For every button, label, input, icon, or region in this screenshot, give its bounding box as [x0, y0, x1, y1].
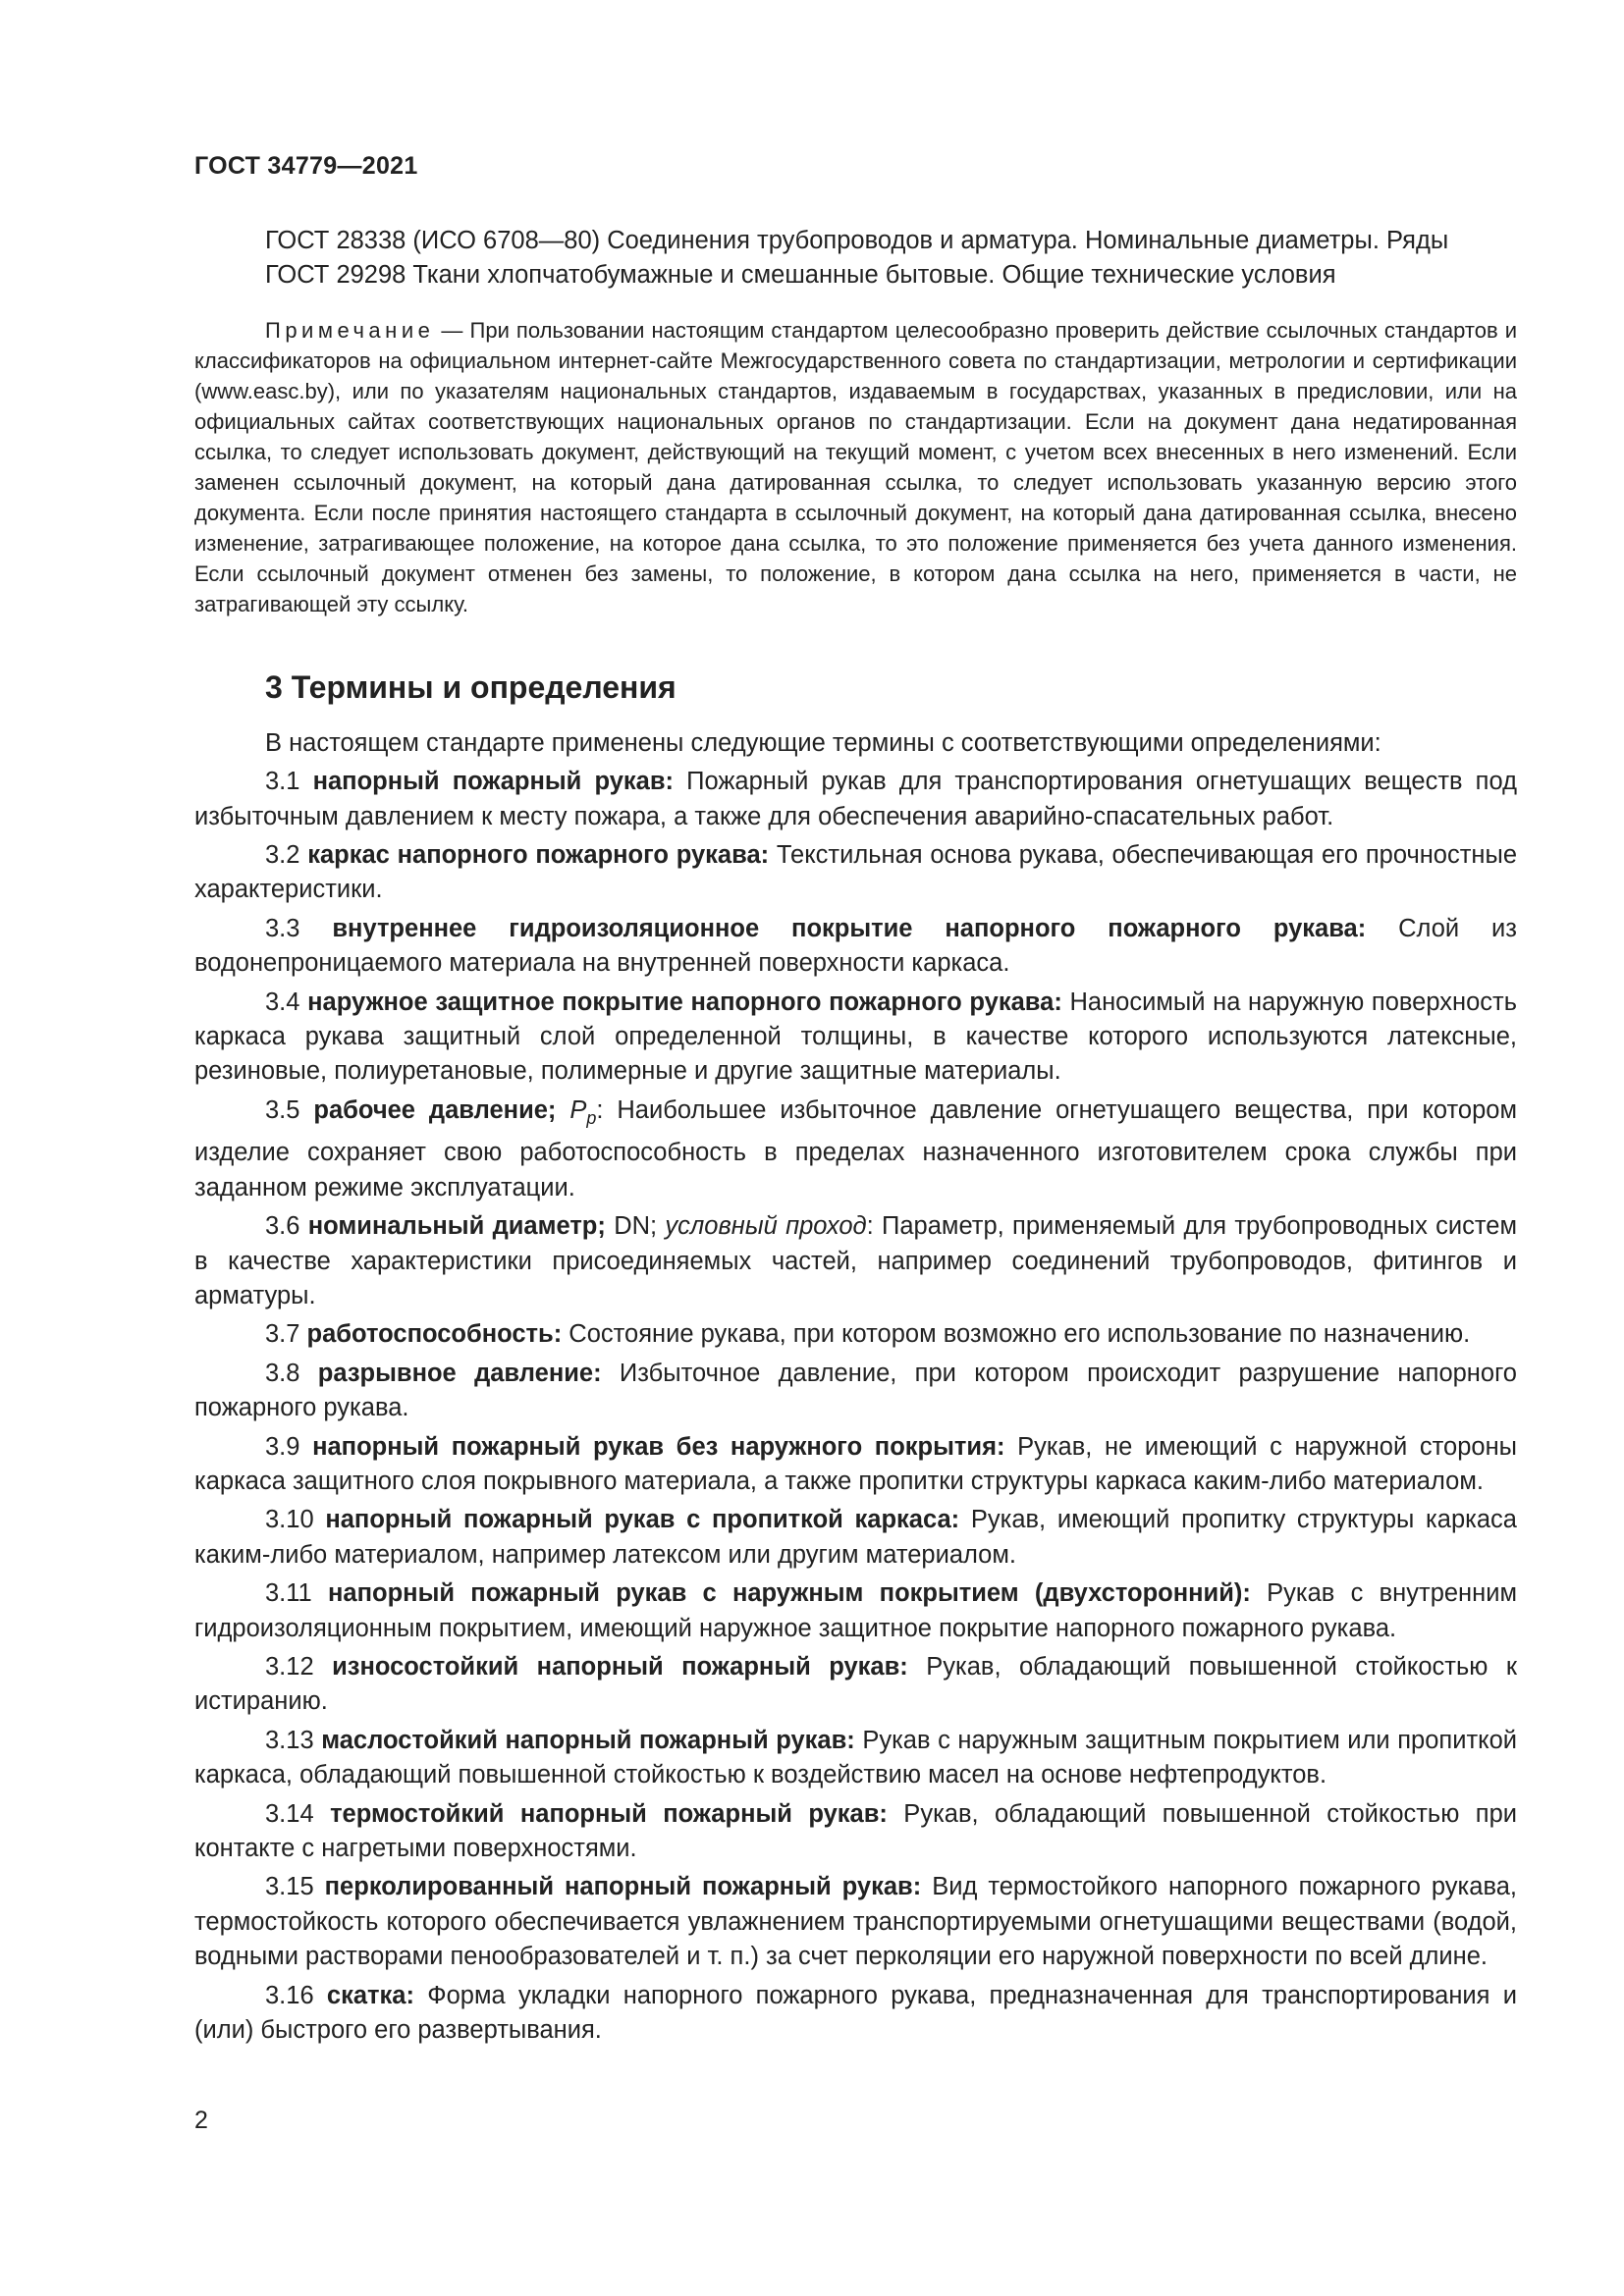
term-number: 3.9	[265, 1432, 300, 1461]
term-definition: Текстильная основа рукава, обеспечивающая его прочностные характеристики.	[194, 841, 1518, 904]
term-name: термостойкий напорный пожарный рукав:	[330, 1799, 888, 1828]
term-name: рабочее давление;	[313, 1095, 557, 1124]
term-number: 3.12	[265, 1652, 314, 1681]
term-definition: Вид термостойкого напорного пожарного рукава, термостойкость которого обеспечивается увлажнением транспортируемыми огнетушащими веществами (водой, водными растворами пенообразователей и т. п.) за счет перколяции его наружной поверхности по всей длине.	[194, 1873, 1517, 1971]
note-dash: —	[434, 317, 470, 343]
term-number: 3.6	[265, 1212, 300, 1241]
term-name: каркас напорного пожарного рукава:	[307, 841, 770, 870]
term-number: 3.13	[265, 1726, 314, 1754]
term-alternative: условный проход	[665, 1212, 867, 1241]
term-abbreviation: DN;	[605, 1212, 666, 1241]
term-number: 3.14	[265, 1799, 314, 1828]
reference-entry: ГОСТ 28338 (ИСО 6708—80) Соединения трубопроводов и арматура. Номинальные диаметры. Ряды	[265, 227, 1449, 254]
term-name: разрывное давление:	[317, 1359, 602, 1387]
term-name: внутреннее гидроизоляционное покрытие напорного пожарного рукава:	[332, 914, 1367, 942]
term-number: 3.7	[265, 1320, 300, 1349]
term-name: перколированный напорный пожарный рукав:	[324, 1873, 922, 1901]
term-entry	[194, 1870, 1517, 1974]
term-entry	[194, 1979, 1517, 2049]
term-name: износостойкий напорный пожарный рукав:	[332, 1652, 908, 1681]
term-entry	[194, 986, 1517, 1090]
term-entry	[194, 1797, 1517, 1867]
term-number: 3.2	[265, 841, 300, 870]
term-symbol: P	[569, 1095, 587, 1124]
term-entry	[194, 765, 1517, 834]
term-definition: Слой из водонепроницаемого материала на внутренней поверхности каркаса.	[194, 914, 1517, 978]
term-entry	[194, 1209, 1517, 1313]
term-number: 3.1	[265, 768, 300, 796]
term-symbol-subscript: p	[586, 1107, 597, 1128]
term-name: напорный пожарный рукав с пропиткой каркаса:	[325, 1506, 960, 1534]
term-entry	[194, 1724, 1517, 1793]
term-number: 3.11	[265, 1579, 312, 1608]
reference-entry: ГОСТ 29298 Ткани хлопчатобумажные и смешанные бытовые. Общие технические условия	[265, 261, 1336, 290]
term-definition: Рукав, обладающий повышенной стойкостью при контакте с нагретыми поверхностями.	[194, 1799, 1517, 1862]
term-definition: Рукав с наружным защитным покрытием или пропиткой каркаса, обладающий повышенной стойкостью к воздействию масел на основе нефтепродуктов.	[194, 1726, 1517, 1789]
term-number: 3.4	[265, 988, 300, 1016]
term-number: 3.10	[265, 1506, 314, 1534]
term-number: 3.5	[265, 1095, 300, 1124]
section-title: 3 Термины и определения	[265, 668, 677, 705]
term-definition: Рукав, имеющий пропитку структуры каркаса каким-либо материалом, например латексом или другим материалом.	[194, 1506, 1517, 1569]
term-definition: Наносимый на наружную поверхность каркаса рукава защитный слой определенной толщины, в качестве которого используются латексные, резиновые, полиуретановые, полимерные и другие защитные материалы.	[194, 988, 1517, 1086]
term-definition: Рукав, не имеющий с наружной стороны каркаса защитного слоя покрывного материала, а также пропитки структуры каркаса каким-либо материалом.	[194, 1432, 1517, 1495]
term-name: номинальный диаметр;	[307, 1212, 606, 1241]
term-entry	[194, 912, 1517, 982]
term-name: напорный пожарный рукав с наружным покрытием (двухсторонний):	[328, 1579, 1251, 1608]
term-number: 3.15	[265, 1873, 314, 1901]
term-name: работоспособность:	[306, 1320, 563, 1349]
term-entry	[194, 838, 1517, 908]
page-content	[194, 224, 1517, 2048]
term-entry	[194, 1503, 1517, 1573]
term-entry	[194, 1317, 1517, 1352]
term-definition: Рукав, обладающий повышенной стойкостью к истиранию.	[194, 1652, 1518, 1716]
term-definition: Форма укладки напорного пожарного рукава, предназначенная для транспортирования и (или) быстрого его развертывания.	[194, 1981, 1517, 2045]
term-definition: Пожарный рукав для транспортирования огнетушащих веществ под избыточным давлением к месту пожара, а также для обеспечения аварийно-спасательных работ.	[194, 768, 1517, 830]
document-code-header: ГОСТ 34779—2021	[194, 152, 418, 180]
term-definition: Состояние рукава, при котором возможно его использование по назначению.	[562, 1320, 1471, 1349]
term-number: 3.3	[265, 914, 300, 942]
term-name: скатка:	[326, 1981, 414, 2009]
term-name: наружное защитное покрытие напорного пожарного рукава:	[307, 988, 1062, 1016]
term-entry	[194, 1357, 1517, 1426]
note-paragraph	[194, 315, 1517, 619]
term-entry	[194, 1094, 1517, 1205]
note-text: При пользовании настоящим стандартом целесообразно проверить действие ссылочных стандартов и классификаторов на официальном интернет-сайте Межгосударственного совета по стандартизации, метрологии и сертификации (www.easc.by), или по указателям национальных стандартов, издаваемым в государствах, указанных в предисловии, или на официальных сайтах соответствующих национальных органов по стандартизации. Если на документ дана недатированная ссылка, то следует использовать документ, действующий на текущий момент, с учетом всех внесенных в него изменений. Если заменен ссылочный документ, на который дана датированная ссылка, то следует использовать указанную версию этого документа. Если после принятия настоящего стандарта в ссылочный документ, на который дана датированная ссылка, внесено изменение, затрагивающее положение, на которое дана ссылка, то это положение применяется без учета данного изменения. Если ссылочный документ отменен без замены, то положение, в котором дана ссылка на него, применяется в части, не затрагивающей эту ссылку.	[194, 317, 1517, 616]
term-name: маслостойкий напорный пожарный рукав:	[321, 1726, 855, 1754]
term-number: 3.16	[265, 1981, 314, 2009]
term-name: напорный пожарный рукав без наружного покрытия:	[312, 1432, 1005, 1461]
term-definition: Рукав с внутренним гидроизоляционным покрытием, имеющий наружное защитное покрытие напорного пожарного рукава.	[194, 1579, 1517, 1642]
term-name: напорный пожарный рукав:	[312, 768, 674, 796]
section-intro: В настоящем стандарте применены следующие термины с соответствующими определениями:	[265, 728, 1381, 757]
term-entry	[194, 1650, 1517, 1720]
term-definition: Избыточное давление, при котором происходит разрушение напорного пожарного рукава.	[194, 1359, 1517, 1422]
term-definition: : Наибольшее избыточное давление огнетушащего вещества, при котором изделие сохраняет свою работоспособность в пределах назначенного изготовителем срока службы при заданном режиме эксплуатации.	[194, 1095, 1517, 1201]
term-definition: : Параметр, применяемый для трубопроводных систем в качестве характеристики присоединяемых частей, например соединений трубопроводов, фитингов и арматуры.	[194, 1212, 1517, 1309]
term-number: 3.8	[265, 1359, 300, 1387]
note-label: Примечание	[265, 317, 435, 343]
term-entry	[194, 1576, 1517, 1646]
term-entry	[194, 1430, 1517, 1500]
page-number: 2	[194, 2107, 208, 2134]
